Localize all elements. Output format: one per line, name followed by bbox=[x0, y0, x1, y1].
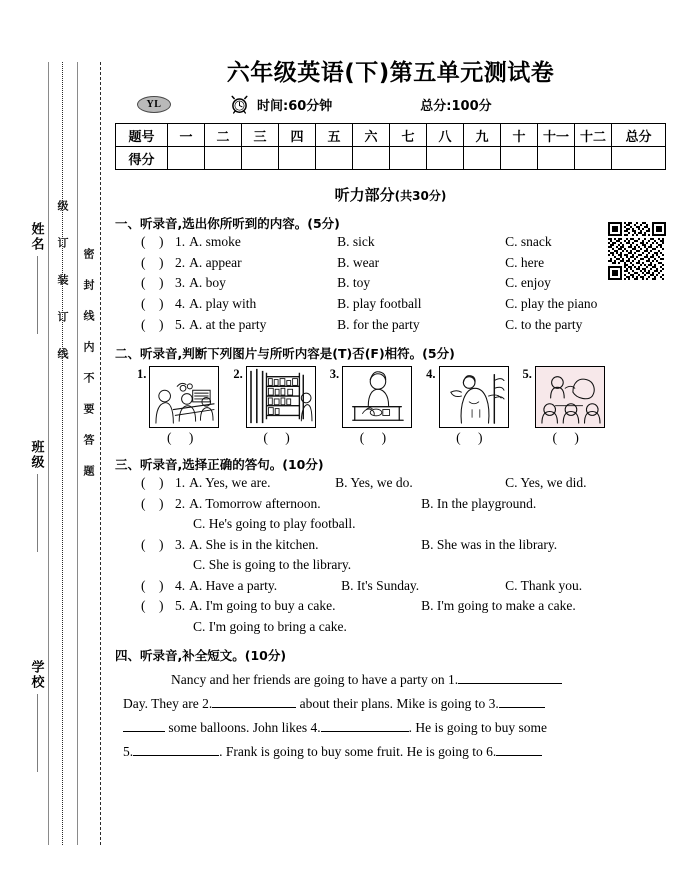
question-number: 1. bbox=[175, 234, 186, 250]
question-number: 4. bbox=[175, 295, 186, 311]
listening-section-banner bbox=[115, 184, 666, 205]
field-name-rule bbox=[37, 256, 38, 334]
score-cell-9[interactable] bbox=[501, 147, 538, 170]
score-cell-5[interactable] bbox=[353, 147, 390, 170]
cloze-text-7: . Frank is going to buy some fruit. He is going to 6. bbox=[219, 744, 497, 760]
picture-number: 1. bbox=[137, 367, 147, 382]
score-table-col-7: 八 bbox=[427, 124, 464, 147]
answer-paren[interactable]: ( ) bbox=[359, 430, 394, 446]
answer-paren[interactable]: ( ) bbox=[456, 430, 490, 446]
cloze-text-5: . He is going to buy some bbox=[408, 720, 547, 736]
option-a[interactable]: A. Have a party. bbox=[189, 577, 278, 593]
cloze-text-1: Nancy and her friends are going to have a party on 1. bbox=[171, 672, 459, 688]
table-row-scores bbox=[116, 147, 666, 170]
option-c[interactable]: C. Thank you. bbox=[505, 577, 583, 593]
score-cell-total[interactable] bbox=[612, 147, 666, 170]
option-b[interactable]: B. In the playground. bbox=[421, 495, 537, 511]
picture-number: 5. bbox=[522, 367, 532, 382]
cloze-blank-2[interactable] bbox=[212, 707, 296, 708]
option-b[interactable]: B. It's Sunday. bbox=[341, 577, 420, 593]
list-item[interactable] bbox=[115, 273, 666, 294]
qr-code-icon[interactable] bbox=[608, 222, 666, 280]
score-table-col-3: 四 bbox=[279, 124, 316, 147]
question-number: 5. bbox=[175, 598, 186, 614]
time-limit-label: 时间:60分钟 bbox=[257, 99, 333, 115]
option-b[interactable]: B. Yes, we do. bbox=[335, 475, 413, 491]
list-item bbox=[523, 366, 605, 446]
answer-paren[interactable]: ( ) bbox=[141, 234, 164, 250]
list-item bbox=[137, 366, 219, 446]
margin-rule-left bbox=[48, 62, 49, 845]
cloze-text-3: about their plans. Mike is going to 3. bbox=[299, 696, 499, 712]
cloze-text-6: 5. bbox=[123, 744, 134, 760]
answer-paren[interactable]: ( ) bbox=[141, 295, 164, 311]
question-number: 3. bbox=[175, 536, 186, 552]
option-c[interactable]: C. play the piano bbox=[505, 295, 598, 311]
listening-banner-points: (共30分) bbox=[394, 189, 447, 204]
score-table-col-8: 九 bbox=[464, 124, 501, 147]
cloze-blank-3a[interactable] bbox=[499, 707, 545, 708]
answer-paren[interactable]: ( ) bbox=[141, 316, 164, 332]
score-cell-7[interactable] bbox=[427, 147, 464, 170]
answer-paren[interactable]: ( ) bbox=[552, 430, 586, 446]
margin-rule-middle bbox=[77, 62, 78, 845]
score-cell-11[interactable] bbox=[575, 147, 612, 170]
score-table-total-header: 总分 bbox=[612, 124, 666, 147]
question-number: 5. bbox=[175, 316, 186, 332]
alarm-clock-icon bbox=[231, 95, 248, 114]
list-item[interactable] bbox=[115, 494, 666, 515]
option-a[interactable]: A. play with bbox=[189, 295, 257, 311]
cloze-text-2: Day. They are 2. bbox=[123, 696, 213, 712]
option-b[interactable]: B. She was in the library. bbox=[421, 536, 558, 552]
score-cell-1[interactable] bbox=[205, 147, 242, 170]
list-item[interactable] bbox=[115, 232, 666, 253]
option-a[interactable]: A. She is in the kitchen. bbox=[189, 536, 319, 552]
list-item[interactable] bbox=[115, 596, 666, 617]
answer-paren[interactable]: ( ) bbox=[263, 430, 297, 446]
answer-paren[interactable]: ( ) bbox=[141, 536, 164, 552]
person-by-tree-picture bbox=[439, 366, 509, 428]
total-score-label: 总分:100分 bbox=[420, 99, 492, 115]
score-cell-3[interactable] bbox=[279, 147, 316, 170]
picture-judgement-row bbox=[115, 366, 666, 446]
option-c[interactable]: C. She is going to the library. bbox=[193, 557, 352, 573]
answer-paren[interactable]: ( ) bbox=[141, 275, 164, 291]
option-a[interactable]: A. at the party bbox=[189, 316, 267, 332]
section-2-heading: 二、听录音,判断下列图片与所听内容是(T)否(F)相符。(5分) bbox=[115, 346, 455, 362]
score-table-col-2: 三 bbox=[242, 124, 279, 147]
section-1-heading: 一、听录音,选出你所听到的内容。(5分) bbox=[115, 216, 340, 232]
option-c[interactable]: C. enjoy bbox=[505, 275, 551, 291]
cloze-blank-3b[interactable] bbox=[123, 731, 165, 732]
option-a[interactable]: A. appear bbox=[189, 254, 242, 270]
score-table bbox=[115, 123, 666, 170]
list-item[interactable] bbox=[115, 535, 666, 556]
score-table-col-6: 七 bbox=[390, 124, 427, 147]
option-b[interactable]: B. toy bbox=[337, 275, 371, 291]
question-number: 3. bbox=[175, 275, 186, 291]
score-table-col-0: 一 bbox=[168, 124, 205, 147]
option-c[interactable]: C. He's going to play football. bbox=[193, 516, 356, 532]
score-table-col-9: 十 bbox=[501, 124, 538, 147]
option-a[interactable]: A. boy bbox=[189, 275, 226, 291]
edition-badge: YL bbox=[137, 96, 171, 113]
cloze-blank-1[interactable] bbox=[458, 683, 562, 684]
picture-number: 4. bbox=[426, 367, 436, 382]
list-item[interactable] bbox=[115, 473, 666, 494]
binding-line-text: 级订装订线 bbox=[56, 200, 68, 385]
exam-paper-body bbox=[105, 0, 688, 884]
score-table-row-label-1: 得分 bbox=[116, 147, 168, 170]
field-name bbox=[26, 222, 48, 334]
exam-meta-row bbox=[115, 95, 666, 114]
cloze-text-4: some balloons. John likes 4. bbox=[168, 720, 321, 736]
score-table-col-1: 二 bbox=[205, 124, 242, 147]
answer-paren[interactable]: ( ) bbox=[141, 254, 164, 270]
seal-line-text: 密封线内不要答题 bbox=[82, 248, 94, 496]
list-item[interactable] bbox=[115, 253, 666, 274]
field-name-label: 姓名 bbox=[29, 222, 45, 252]
section-4-heading: 四、听录音,补全短文。(10分) bbox=[115, 648, 287, 664]
score-table-col-11: 十二 bbox=[575, 124, 612, 147]
field-school-rule bbox=[37, 694, 38, 772]
option-b[interactable]: B. play football bbox=[337, 295, 422, 311]
score-cell-10[interactable] bbox=[538, 147, 575, 170]
group-of-people-picture bbox=[535, 366, 605, 428]
option-c[interactable]: C. here bbox=[505, 254, 545, 270]
field-school-label: 学校 bbox=[29, 660, 45, 690]
list-item[interactable] bbox=[115, 315, 666, 336]
answer-paren[interactable]: ( ) bbox=[167, 430, 201, 446]
score-cell-2[interactable] bbox=[242, 147, 279, 170]
listening-banner-title: 听力部分 bbox=[334, 186, 395, 205]
list-item bbox=[233, 366, 315, 446]
option-a[interactable]: A. smoke bbox=[189, 234, 241, 250]
answer-paren[interactable]: ( ) bbox=[141, 577, 164, 593]
field-school bbox=[26, 660, 48, 772]
question-number: 1. bbox=[175, 475, 186, 491]
score-cell-0[interactable] bbox=[168, 147, 205, 170]
cloze-blank-4[interactable] bbox=[321, 731, 409, 732]
field-class-label: 班级 bbox=[29, 440, 45, 470]
option-c[interactable]: C. to the party bbox=[505, 316, 583, 332]
cloze-passage bbox=[115, 668, 666, 764]
score-cell-4[interactable] bbox=[316, 147, 353, 170]
option-c[interactable]: C. Yes, we did. bbox=[505, 475, 587, 491]
option-b[interactable]: B. for the party bbox=[337, 316, 420, 332]
option-b[interactable]: B. wear bbox=[337, 254, 380, 270]
shop-shelves-picture bbox=[246, 366, 316, 428]
score-cell-8[interactable] bbox=[464, 147, 501, 170]
picture-number: 3. bbox=[329, 367, 340, 382]
sealing-margin bbox=[0, 0, 105, 884]
answer-paren[interactable]: ( ) bbox=[141, 475, 164, 491]
option-c[interactable]: C. snack bbox=[505, 234, 552, 250]
question-number: 4. bbox=[175, 577, 186, 593]
score-cell-6[interactable] bbox=[390, 147, 427, 170]
person-at-desk-picture bbox=[342, 366, 412, 428]
option-a[interactable]: A. Tomorrow afternoon. bbox=[189, 495, 321, 511]
question-number: 2. bbox=[175, 254, 186, 270]
list-item[interactable] bbox=[115, 294, 666, 315]
field-class bbox=[26, 440, 48, 552]
score-table-col-5: 六 bbox=[353, 124, 390, 147]
section-3-heading: 三、听录音,选择正确的答句。(10分) bbox=[115, 457, 324, 473]
table-row-question-numbers bbox=[116, 124, 666, 147]
score-table-row-label-0: 题号 bbox=[116, 124, 168, 147]
cloze-blank-6[interactable] bbox=[496, 755, 542, 756]
option-b[interactable]: B. I'm going to make a cake. bbox=[421, 598, 576, 614]
option-b[interactable]: B. sick bbox=[337, 234, 375, 250]
option-a[interactable]: A. Yes, we are. bbox=[189, 475, 271, 491]
option-c[interactable]: C. I'm going to bring a cake. bbox=[193, 618, 347, 634]
answer-paren[interactable]: ( ) bbox=[141, 495, 164, 511]
list-item bbox=[330, 366, 412, 446]
question-number: 2. bbox=[175, 495, 186, 511]
score-table-col-4: 五 bbox=[316, 124, 353, 147]
list-item bbox=[426, 366, 508, 446]
field-class-rule bbox=[37, 474, 38, 552]
margin-rule-seal-dashed bbox=[100, 62, 101, 845]
picture-number: 2. bbox=[233, 367, 243, 382]
answer-paren[interactable]: ( ) bbox=[141, 598, 164, 614]
score-table-col-10: 十一 bbox=[538, 124, 575, 147]
page-title: 六年级英语(下)第五单元测试卷 bbox=[226, 60, 555, 86]
margin-rule-binding-dotted bbox=[62, 62, 63, 845]
option-a[interactable]: A. I'm going to buy a cake. bbox=[189, 598, 336, 614]
cloze-blank-5[interactable] bbox=[133, 755, 219, 756]
list-item[interactable] bbox=[115, 576, 666, 597]
people-at-table-picture bbox=[149, 366, 219, 428]
